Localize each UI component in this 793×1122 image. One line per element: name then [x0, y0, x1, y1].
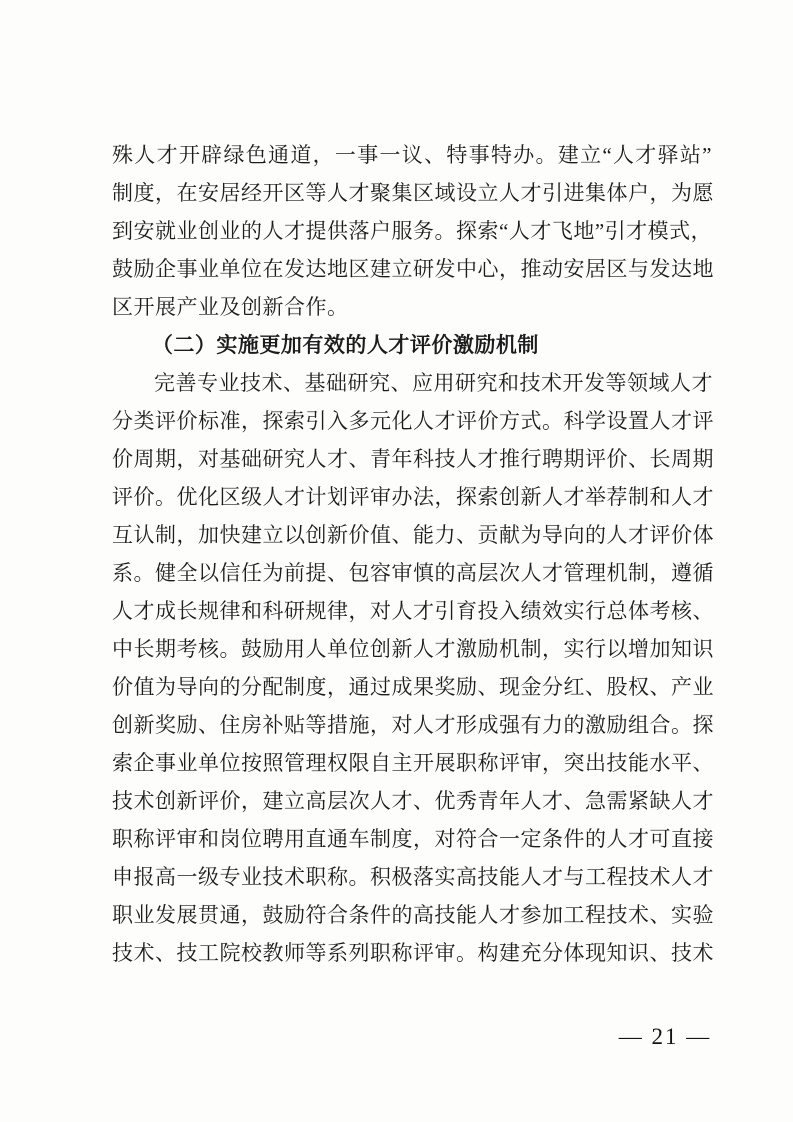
text-line: 技术、技工院校教师等系列职称评审。构建充分体现知识、技术: [112, 941, 714, 965]
text-line: 人才成长规律和科研规律，对人才引育投入绩效实行总体考核、: [112, 599, 714, 623]
text-line: 技术创新评价，建立高层次人才、优秀青年人才、急需紧缺人才: [112, 789, 714, 813]
text-line: 创新奖励、住房补贴等措施，对人才形成强有力的激励组合。探: [112, 713, 714, 737]
text-line: 殊人才开辟绿色通道，一事一议、特事特办。建立“人才驿站”: [112, 143, 712, 167]
text-line: 互认制，加快建立以创新价值、能力、贡献为导向的人才评价体: [112, 523, 714, 547]
text-line: 索企事业单位按照管理权限自主开展职称评审，突出技能水平、: [112, 751, 714, 775]
text-line: 评价。优化区级人才计划评审办法，探索创新人才举荐制和人才: [112, 485, 714, 509]
text-line: 职业发展贯通，鼓励符合条件的高技能人才参加工程技术、实验: [112, 903, 714, 927]
page-number: — 21 —: [618, 1024, 712, 1049]
section-heading: （二）实施更加有效的人才评价激励机制: [151, 333, 539, 357]
text-line: 价值为导向的分配制度，通过成果奖励、现金分红、股权、产业: [112, 675, 714, 699]
text-line: 制度，在安居经开区等人才聚集区域设立人才引进集体户，为愿: [112, 181, 714, 205]
text-line: 到安就业创业的人才提供落户服务。探索“人才飞地”引才模式，: [112, 219, 713, 243]
text-line: 区开展产业及创新合作。: [112, 295, 349, 319]
text-line: 分类评价标准，探索引入多元化人才评价方式。科学设置人才评: [112, 409, 714, 433]
text-line: 中长期考核。鼓励用人单位创新人才激励机制，实行以增加知识: [112, 637, 714, 661]
text-line: 申报高一级专业技术职称。积极落实高技能人才与工程技术人才: [112, 865, 714, 889]
page-body: [112, 136, 712, 972]
text-line: 系。健全以信任为前提、包容审慎的高层次人才管理机制，遵循: [112, 561, 714, 585]
text-line: 职称评审和岗位聘用直通车制度，对符合一定条件的人才可直接: [112, 827, 714, 851]
text-line: 价周期，对基础研究人才、青年科技人才推行聘期评价、长周期: [112, 447, 714, 471]
text-line: 完善专业技术、基础研究、应用研究和技术开发等领域人才: [154, 371, 713, 395]
text-line: 鼓励企事业单位在发达地区建立研发中心，推动安居区与发达地: [112, 257, 714, 281]
